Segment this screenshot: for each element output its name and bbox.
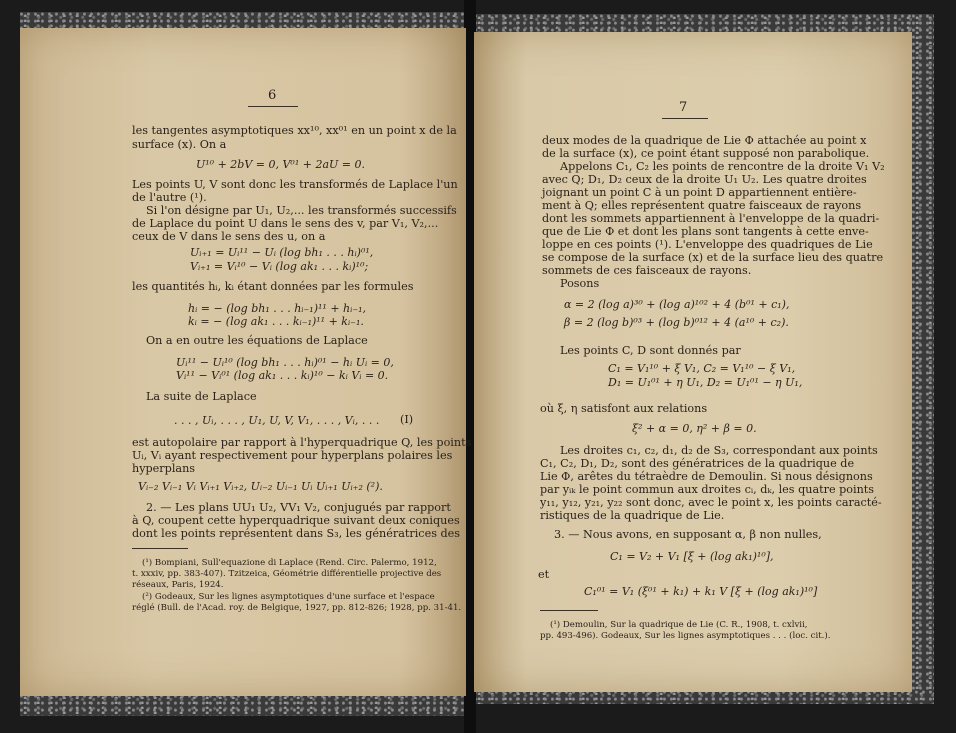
equation: C₁ = V₁¹⁰ + ξ V₁, C₂ = V₁¹⁰ − ξ V₁, (608, 362, 796, 375)
paragraph-line: y₁₁, y₁₂, y₂₁, y₂₂ sont donc, avec le point x, les points caracté- (540, 496, 882, 509)
left-page (20, 28, 472, 696)
paragraph-line: se compose de la surface (x) et de la surface lieu des quatre (542, 251, 884, 264)
equation: Vᵢ₊₁ = Vᵢ¹⁰ − Vᵢ (log ak₁ . . . kᵢ)¹⁰; (190, 260, 369, 273)
equation: . . . , Uᵢ, . . . , U₁, U, V, V₁, . . . , Vᵢ, . . . (174, 414, 380, 427)
footnote-line: pp. 493-496). Godeaux, Sur les lignes asymptotiques . . . (loc. cit.). (540, 631, 831, 641)
footnote-rule (540, 610, 598, 611)
paragraph-line: que de Lie Φ et dont les plans sont tangents à cette enve- (542, 225, 869, 238)
equation: kᵢ = − (log ak₁ . . . kᵢ₋₁)¹¹ + kᵢ₋₁. (188, 315, 364, 328)
paragraph-line: les tangentes asymptotiques xx¹⁰, xx⁰¹ en un point x de la (132, 124, 457, 137)
footnote-rule (132, 548, 188, 549)
right-cover-top (474, 14, 934, 34)
left-cover-bottom (20, 694, 466, 716)
footnote-line: t. xxxiv, pp. 383-407). Tzitzeica, Géométrie différentielle projective des (132, 569, 442, 579)
equation: Vᵢ¹¹ − Vᵢ⁰¹ (log ak₁ . . . kᵢ)¹⁰ − kᵢ Vᵢ = 0. (176, 369, 389, 382)
paragraph-line: Si l'on désigne par U₁, U₂,... les transformés successifs (146, 204, 457, 217)
paragraph-line: ceux de V dans le sens des u, on a (132, 230, 326, 243)
footnote-line: réseaux, Paris, 1924. (132, 580, 224, 590)
paragraph-line: Les points U, V sont donc les transformés de Laplace l'un (132, 178, 458, 191)
equation: Uᵢ¹¹ − Uᵢ¹⁰ (log bh₁ . . . hᵢ)⁰¹ − hᵢ Uᵢ = 0, (176, 356, 394, 369)
paragraph-line: de l'autre (¹). (132, 191, 207, 204)
paragraph-line: Les droites c₁, c₂, d₁, d₂ de S₃, correspondant aux points (560, 444, 878, 457)
paragraph-line: ristiques de la quadrique de Lie. (540, 509, 725, 522)
footnote-line: (¹) Bompiani, Sull'equazione di Laplace (Rend. Circ. Palermo, 1912, (142, 558, 437, 568)
paragraph-line: surface (x). On a (132, 138, 227, 151)
equation: Vᵢ₋₂ Vᵢ₋₁ Vᵢ Vᵢ₊₁ Vᵢ₊₂, Uᵢ₋₂ Uᵢ₋₁ Uᵢ Uᵢ₊₁ Uᵢ₊₂ (²). (138, 480, 383, 493)
right-cover-bottom (474, 690, 934, 704)
paragraph-line: Posons (560, 277, 600, 290)
paragraph-line: les quantités hᵢ, kᵢ étant données par les formules (132, 280, 414, 293)
equation: C₁⁰¹ = V₁ (ξ⁰¹ + k₁) + k₁ V [ξ + (log ak₁)¹⁰] (584, 585, 818, 598)
paragraph-line: Uᵢ, Vᵢ ayant respectivement pour hyperplans polaires les (132, 449, 453, 462)
right-page (474, 32, 912, 692)
paragraph-line: de Laplace du point U dans le sens des v, par V₁, V₂,... (132, 217, 439, 230)
paragraph-line: deux modes de la quadrique de Lie Φ attachée au point x (542, 134, 867, 147)
footnote-line: réglé (Bull. de l'Acad. roy. de Belgique, 1927, pp. 812-826; 1928, pp. 31-41. (132, 603, 462, 613)
paragraph-line: hyperplans (132, 462, 196, 475)
paragraph-line: dont les points représentent dans S₃, les génératrices des (132, 527, 461, 540)
paragraph-line: et (538, 568, 550, 581)
equation: ξ² + α = 0, η² + β = 0. (632, 422, 757, 435)
paragraph-line: 3. — Nous avons, en supposant α, β non nulles, (554, 528, 822, 541)
equation: U¹⁰ + 2bV = 0, V⁰¹ + 2aU = 0. (196, 158, 365, 171)
equation: C₁ = V₂ + V₁ [ξ + (log ak₁)¹⁰], (610, 550, 774, 563)
paragraph-line: ment à Q; elles représentent quatre faisceaux de rayons (542, 199, 862, 212)
header-rule (662, 118, 708, 119)
paragraph-line: loppe en ces points (¹). L'enveloppe des quadriques de Lie (542, 238, 873, 251)
paragraph-line: est autopolaire par rapport à l'hyperquadrique Q, les points (132, 436, 472, 449)
footnote-line: (¹) Demoulin, Sur la quadrique de Lie (C. R., 1908, t. cxlvii, (550, 620, 808, 630)
paragraph-line: dont les sommets appartiennent à l'enveloppe de la quadri- (542, 212, 880, 225)
equation: hᵢ = − (log bh₁ . . . hᵢ₋₁)¹¹ + hᵢ₋₁, (188, 302, 367, 315)
paragraph-line: par yᵢₖ le point commun aux droites cᵢ, dₖ, les quatre points (540, 483, 875, 496)
paragraph-line: Lie Φ, arêtes du tétraèdre de Demoulin. Si nous désignons (540, 470, 873, 483)
paragraph-line: avec Q; D₁, D₂ ceux de la droite U₁ U₂. Les quatre droites (542, 173, 867, 186)
equation: Uᵢ₊₁ = Uᵢ¹¹ − Uᵢ (log bh₁ . . . hᵢ)⁰¹, (190, 246, 374, 259)
paragraph-line: à Q, coupent cette hyperquadrique suivant deux coniques (132, 514, 460, 527)
equation-tag: (I) (400, 413, 414, 426)
paragraph-line: On a en outre les équations de Laplace (146, 334, 368, 347)
equation: D₁ = U₁⁰¹ + η U₁, D₂ = U₁⁰¹ − η U₁, (608, 376, 803, 389)
paragraph-line: La suite de Laplace (146, 390, 257, 403)
paragraph-line: où ξ, η satisfont aux relations (540, 402, 708, 415)
footnote-line: (²) Godeaux, Sur les lignes asymptotiques d'une surface et l'espace (142, 592, 435, 602)
paragraph-line: 2. — Les plans UU₁ U₂, VV₁ V₂, conjugués par rapport (146, 501, 451, 514)
right-cover-side (912, 14, 934, 704)
paragraph-line: C₁, C₂, D₁, D₂, sont des génératrices de la quadrique de (540, 457, 855, 470)
paragraph-line: sommets de ces faisceaux de rayons. (542, 264, 752, 277)
equation: β = 2 (log b)⁰³ + (log b)⁰¹² + 4 (a¹⁰ + c₂). (564, 316, 789, 329)
page-number: 7 (679, 100, 688, 115)
paragraph-line: Les points C, D sont donnés par (560, 344, 741, 357)
paragraph-line: Appelons C₁, C₂ les points de rencontre de la droite V₁ V₂ (560, 160, 885, 173)
page-number: 6 (268, 88, 277, 103)
header-rule (248, 106, 298, 107)
equation: α = 2 (log a)³⁰ + (log a)¹⁰² + 4 (b⁰¹ + c₁), (564, 298, 790, 311)
paragraph-line: joignant un point C à un point D appartiennent entière- (542, 186, 857, 199)
paragraph-line: de la surface (x), ce point étant supposé non parabolique. (542, 147, 870, 160)
